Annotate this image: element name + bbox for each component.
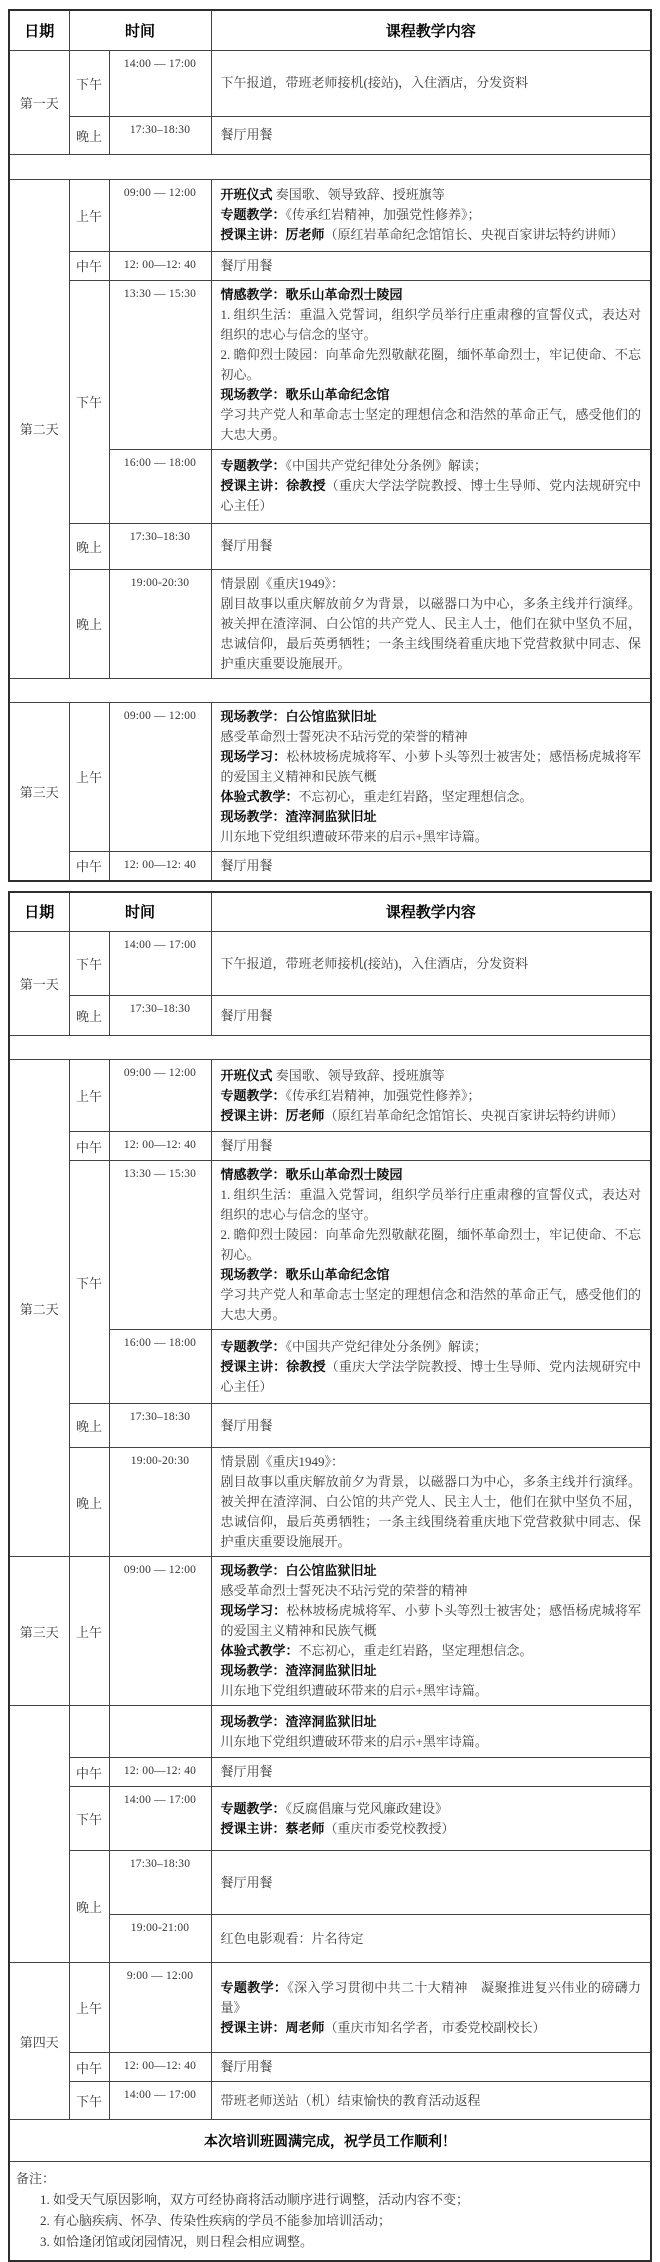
closing-banner: 本次培训班圆满完成，祝学员工作顺利！ xyxy=(9,2120,651,2162)
content-cell xyxy=(211,116,651,154)
text-run: 餐厅用餐 xyxy=(221,1138,273,1153)
day-cell: 第二天 xyxy=(9,179,69,678)
text-run: 餐厅用餐 xyxy=(221,538,273,553)
time-cell: 16:00 — 18:00 xyxy=(109,1330,211,1404)
content-line xyxy=(221,594,641,674)
text-run: 现场教学：白公馆监狱旧址 xyxy=(221,709,377,724)
text-run: 专题教学： xyxy=(221,1088,286,1103)
text-run: 现场教学：歌乐山革命纪念馆 xyxy=(221,387,390,402)
content-cell xyxy=(211,523,651,569)
text-run: 剧目故事以重庆解放前夕为背景，以磁器口为中心，多条主线并行演绎。被关押在渣滓洞、白公馆的共产党人、民主人士，他们在狱中坚负不屈，忠诚信仰，最后英勇牺牲；一条主线围绕着重庆地下党营救狱中同志、保护重庆重要设施展开。 xyxy=(221,596,641,671)
text-run: 餐厅用餐 xyxy=(221,127,273,142)
content-line xyxy=(221,574,641,594)
text-run: 《传承红岩精神，加强党性修养》； xyxy=(286,1088,481,1103)
content-line xyxy=(221,1416,641,1436)
text-run: 情景剧《重庆1949》： xyxy=(221,576,345,591)
content-line xyxy=(221,1799,641,1819)
content-line xyxy=(221,1086,641,1106)
content-line xyxy=(221,185,641,205)
day-cell: 第二天 xyxy=(9,1060,69,1557)
content-line xyxy=(221,2091,641,2111)
text-run: 专题教学： xyxy=(221,1980,288,1995)
slot-cell: 上午 xyxy=(69,702,109,851)
content-line xyxy=(221,536,641,556)
table-row xyxy=(9,1060,651,1132)
table-row xyxy=(9,1557,651,1706)
text-run: 松林坡杨虎城将军、小萝卜头等烈士被害处；感悟杨虎城将军的爱国主义精神和民族气概 xyxy=(221,1603,641,1638)
text-run: 2. 瞻仰烈士陵园：向革命先烈敬献花圈，缅怀革命烈士，牢记使命、不忘初心。 xyxy=(221,1227,641,1262)
day-cell: 第三天 xyxy=(9,1557,69,1706)
table-row xyxy=(9,996,651,1036)
time-cell: 14:00 — 17:00 xyxy=(109,1787,211,1851)
content-line xyxy=(221,1712,641,1732)
slot-cell: 上午 xyxy=(69,1963,109,2053)
text-run: 《深入学习贯彻中共二十大精神 凝聚推进复兴伟业的磅礴力量》 xyxy=(221,1980,641,2015)
slot-cell: 中午 xyxy=(69,251,109,280)
content-line xyxy=(221,1472,641,1552)
content-cell xyxy=(211,569,651,678)
day-cell: 第一天 xyxy=(9,50,69,154)
slot-cell: 下午 xyxy=(69,2082,109,2120)
slot-cell: 晚上 xyxy=(69,569,109,678)
slot-cell: 上午 xyxy=(69,179,109,251)
content-cell xyxy=(211,1330,651,1404)
content-cell xyxy=(211,1060,651,1132)
time-cell: 12: 00—12: 40 xyxy=(109,1758,211,1787)
text-run: 现场学习： xyxy=(221,1603,287,1618)
time-cell: 17:30–18:30 xyxy=(109,1851,211,1915)
content-cell xyxy=(211,1706,651,1758)
text-run: 川东地下党组织遭破环带来的启示+黑牢诗篇。 xyxy=(221,1683,488,1698)
day-cell xyxy=(9,1706,69,1963)
content-line xyxy=(221,1225,641,1265)
content-cell xyxy=(211,2053,651,2082)
table-row xyxy=(9,1404,651,1448)
text-run: 专题教学： xyxy=(221,1801,286,1816)
time-cell: 17:30–18:30 xyxy=(109,116,211,154)
text-run: 1. 组织生活：重温入党誓词，组织学员举行庄重肃穆的宣誓仪式，表达对组织的忠心与信念的坚守。 xyxy=(221,1187,641,1222)
content-line xyxy=(221,1561,641,1581)
content-line xyxy=(221,1661,641,1681)
content-line xyxy=(221,205,641,225)
note-item: 2. 有心脑疾病、怀孕、传染性疾病的学员不能参加培训活动； xyxy=(16,2210,640,2231)
text-run: 《中国共产党纪律处分条例》解读； xyxy=(286,458,488,473)
table-row xyxy=(9,1787,651,1851)
content-line xyxy=(221,1165,641,1185)
slot-cell: 晚上 xyxy=(69,523,109,569)
content-line xyxy=(221,1452,641,1472)
separator-row xyxy=(9,1036,651,1060)
slot-cell: 晚上 xyxy=(69,1851,109,1963)
slot-cell: 晚上 xyxy=(69,116,109,154)
content-line xyxy=(221,707,641,727)
content-cell xyxy=(211,280,651,449)
schedule-table-2-body xyxy=(9,892,651,2262)
content-line xyxy=(221,476,641,516)
time-cell: 12: 00—12: 40 xyxy=(109,251,211,280)
content-line xyxy=(221,305,641,345)
text-run: 下午报道，带班老师接机(接站)，入住酒店，分发资料 xyxy=(221,956,529,971)
text-run: 情感教学：歌乐山革命烈士陵园 xyxy=(221,287,403,302)
content-line xyxy=(221,856,641,876)
time-cell xyxy=(109,1706,211,1758)
text-run: 现场学习： xyxy=(221,749,287,764)
content-line xyxy=(221,1357,641,1397)
content-line xyxy=(221,1929,641,1949)
text-run: 松林坡杨虎城将军、小萝卜头等烈士被害处；感悟杨虎城将军的爱国主义精神和民族气概 xyxy=(221,749,641,784)
text-run: 餐厅用餐 xyxy=(221,1008,273,1023)
content-line xyxy=(221,285,641,305)
table-row xyxy=(9,280,651,449)
text-run: 剧目故事以重庆解放前夕为背景，以磁器口为中心，多条主线并行演绎。被关押在渣滓洞、白公馆的共产党人、民主人士，他们在狱中坚负不屈，忠诚信仰，最后英勇牺牲；一条主线围绕着重庆地下党营救狱中同志、保护重庆重要设施展开。 xyxy=(221,1474,641,1549)
day-cell: 第四天 xyxy=(9,1963,69,2120)
time-cell: 19:00-21:00 xyxy=(109,1915,211,1963)
column-header-content: 课程教学内容 xyxy=(211,892,651,932)
content-cell xyxy=(211,1787,651,1851)
table-row xyxy=(9,569,651,678)
schedule-table-2 xyxy=(8,891,652,2262)
content-cell xyxy=(211,251,651,280)
content-cell xyxy=(211,50,651,116)
time-cell: 17:30–18:30 xyxy=(109,1404,211,1448)
content-line xyxy=(221,727,641,747)
content-line xyxy=(221,1285,641,1325)
content-cell xyxy=(211,1963,651,2053)
content-line xyxy=(221,256,641,276)
text-run: 专题教学： xyxy=(221,207,286,222)
notes-label: 备注： xyxy=(16,2168,640,2189)
column-header-content: 课程教学内容 xyxy=(211,10,651,50)
content-cell xyxy=(211,179,651,251)
content-line xyxy=(221,1265,641,1285)
table-row xyxy=(9,116,651,154)
time-cell: 12: 00—12: 40 xyxy=(109,2053,211,2082)
text-run: 带班老师送站（机）结束愉快的教育活动返程 xyxy=(221,2093,481,2108)
header-row xyxy=(9,10,651,50)
text-run: 《传承红岩精神，加强党性修养》； xyxy=(286,207,481,222)
column-header-time: 时间 xyxy=(69,10,211,50)
time-cell: 19:00-20:30 xyxy=(109,569,211,678)
text-run: 餐厅用餐 xyxy=(221,1875,273,1890)
content-line xyxy=(221,1601,641,1641)
table-row xyxy=(9,851,651,881)
time-cell: 12: 00—12: 40 xyxy=(109,1132,211,1161)
text-run: 授课主讲：周老师 xyxy=(221,2020,325,2035)
slot-cell: 中午 xyxy=(69,2053,109,2082)
text-run: （原红岩革命纪念馆馆长、央视百家讲坛特约讲师） xyxy=(325,1108,624,1123)
note-item: 3. 如恰逢闭馆或闭园情况，则日程会相应调整。 xyxy=(16,2231,640,2252)
text-run: 授课主讲：蔡老师 xyxy=(221,1821,325,1836)
table-row xyxy=(9,702,651,851)
content-line xyxy=(221,1681,641,1701)
text-run: 餐厅用餐 xyxy=(221,2059,273,2074)
text-run: 授课主讲：徐教授 xyxy=(221,478,326,493)
content-line xyxy=(221,827,641,847)
slot-cell: 下午 xyxy=(69,1787,109,1851)
content-line xyxy=(221,345,641,385)
time-cell: 17:30–18:30 xyxy=(109,996,211,1036)
text-run: 感受革命烈士誓死决不玷污党的荣誉的精神 xyxy=(221,729,468,744)
schedule-table-1 xyxy=(8,9,652,882)
text-run: 现场教学：渣滓洞监狱旧址 xyxy=(221,1663,377,1678)
content-cell xyxy=(211,1404,651,1448)
text-run: 情景剧《重庆1949》： xyxy=(221,1454,345,1469)
separator-row xyxy=(9,154,651,179)
text-run: （原红岩革命纪念馆馆长、央视百家讲坛特约讲师） xyxy=(325,227,624,242)
table-row xyxy=(9,251,651,280)
content-line xyxy=(221,1641,641,1661)
time-cell: 09:00 — 12:00 xyxy=(109,1060,211,1132)
time-cell: 09:00 — 12:00 xyxy=(109,179,211,251)
text-run: 现场教学：渣滓洞监狱旧址 xyxy=(221,809,377,824)
text-run: 餐厅用餐 xyxy=(221,1418,273,1433)
slot-cell: 中午 xyxy=(69,1132,109,1161)
text-run: 专题教学： xyxy=(221,458,286,473)
content-cell xyxy=(211,1758,651,1787)
column-header-date: 日期 xyxy=(9,892,69,932)
text-run: 《中国共产党纪律处分条例》解读； xyxy=(286,1339,488,1354)
table-row xyxy=(9,1448,651,1557)
text-run: 学习共产党人和革命志士坚定的理想信念和浩然的革命正气，感受他们的大忠大勇。 xyxy=(221,1287,641,1322)
text-run: 下午报道，带班老师接机(接站)，入住酒店，分发资料 xyxy=(221,75,529,90)
content-line xyxy=(221,954,641,974)
text-run: 授课主讲：徐教授 xyxy=(221,1359,326,1374)
text-run: 川东地下党组织遭破环带来的启示+黑牢诗篇。 xyxy=(221,1734,488,1749)
text-run: 现场教学：白公馆监狱旧址 xyxy=(221,1563,377,1578)
content-line xyxy=(221,807,641,827)
text-run: 不忘初心，重走红岩路，坚定理想信念。 xyxy=(299,789,533,804)
text-run: 不忘初心，重走红岩路，坚定理想信念。 xyxy=(299,1643,533,1658)
content-line xyxy=(221,1066,641,1086)
table-row xyxy=(9,2053,651,2082)
slot-cell: 上午 xyxy=(69,1060,109,1132)
text-run: 奏国歌、领导致辞、授班旗等 xyxy=(276,187,445,202)
content-line xyxy=(221,1006,641,1026)
text-run: 餐厅用餐 xyxy=(221,258,273,273)
table-row xyxy=(9,523,651,569)
text-run: （重庆市委党校教授） xyxy=(325,1821,455,1836)
text-run: 授课主讲：厉老师 xyxy=(221,227,325,242)
content-cell xyxy=(211,1557,651,1706)
text-run: 《反腐倡廉与党风廉政建设》 xyxy=(286,1801,449,1816)
text-run: 1. 组织生活：重温入党誓词，组织学员举行庄重肃穆的宣誓仪式，表达对组织的忠心与信念的坚守。 xyxy=(221,307,641,342)
banner-row xyxy=(9,2120,651,2162)
content-line xyxy=(221,2018,641,2038)
table-row xyxy=(9,2082,651,2120)
slot-cell: 下午 xyxy=(69,1161,109,1404)
content-line xyxy=(221,1136,641,1156)
text-run: 现场教学：歌乐山革命纪念馆 xyxy=(221,1267,390,1282)
column-header-date: 日期 xyxy=(9,10,69,50)
time-cell: 13:30 — 15:30 xyxy=(109,1161,211,1330)
slot-cell: 晚上 xyxy=(69,1404,109,1448)
text-run: 体验式教学： xyxy=(221,1643,299,1658)
table-row xyxy=(9,179,651,251)
content-line xyxy=(221,405,641,445)
content-cell xyxy=(211,1161,651,1330)
content-cell xyxy=(211,1448,651,1557)
text-run: 川东地下党组织遭破环带来的启示+黑牢诗篇。 xyxy=(221,829,488,844)
table-row xyxy=(9,50,651,116)
content-line xyxy=(221,385,641,405)
time-cell: 16:00 — 18:00 xyxy=(109,449,211,523)
text-run: 2. 瞻仰烈士陵园：向革命先烈敬献花圈，缅怀革命烈士，牢记使命、不忘初心。 xyxy=(221,347,641,382)
time-cell: 14:00 — 17:00 xyxy=(109,50,211,116)
slot-cell: 下午 xyxy=(69,932,109,996)
content-line xyxy=(221,787,641,807)
content-line xyxy=(221,1185,641,1225)
time-cell: 13:30 — 15:30 xyxy=(109,280,211,449)
text-run: 情感教学：歌乐山革命烈士陵园 xyxy=(221,1167,403,1182)
content-line xyxy=(221,1337,641,1357)
separator-cell xyxy=(9,678,651,702)
text-run: 专题教学： xyxy=(221,1339,286,1354)
content-line xyxy=(221,1873,641,1893)
text-run: 开班仪式 xyxy=(221,187,276,202)
separator-row xyxy=(9,678,651,702)
header-row xyxy=(9,892,651,932)
table-row xyxy=(9,1758,651,1787)
text-run: （重庆大学法学院教授、博士生导师、党内法规研究中心主任） xyxy=(221,478,641,513)
content-line xyxy=(221,456,641,476)
text-run: （重庆市知名学者，市委党校副校长） xyxy=(325,2020,546,2035)
text-run: 体验式教学： xyxy=(221,789,299,804)
content-cell xyxy=(211,996,651,1036)
table-row xyxy=(9,1851,651,1915)
column-header-time: 时间 xyxy=(69,892,211,932)
time-cell: 19:00-20:30 xyxy=(109,1448,211,1557)
content-line xyxy=(221,1762,641,1782)
table-row xyxy=(9,1132,651,1161)
content-line xyxy=(221,1978,641,2018)
slot-cell: 下午 xyxy=(69,50,109,116)
content-line xyxy=(221,73,641,93)
note-item: 1. 如受天气原因影响，双方可经协商将活动顺序进行调整，活动内容不变； xyxy=(16,2189,640,2210)
time-cell: 09:00 — 12:00 xyxy=(109,1557,211,1706)
text-run: 学习共产党人和革命志士坚定的理想信念和浩然的革命正气，感受他们的大忠大勇。 xyxy=(221,407,641,442)
time-cell: 17:30–18:30 xyxy=(109,523,211,569)
time-cell: 12: 00—12: 40 xyxy=(109,851,211,881)
slot-cell: 晚上 xyxy=(69,1448,109,1557)
content-cell xyxy=(211,449,651,523)
content-line xyxy=(221,1819,641,1839)
content-cell xyxy=(211,702,651,851)
schedule-table-1-body xyxy=(9,10,651,881)
content-cell xyxy=(211,1851,651,1915)
text-run: 红色电影观看：片名待定 xyxy=(221,1931,364,1946)
content-line xyxy=(221,225,641,245)
slot-cell: 晚上 xyxy=(69,996,109,1036)
time-cell: 09:00 — 12:00 xyxy=(109,702,211,851)
separator-cell xyxy=(9,154,651,179)
content-cell xyxy=(211,932,651,996)
table-row xyxy=(9,1963,651,2053)
text-run: 开班仪式 xyxy=(221,1068,276,1083)
table-row xyxy=(9,932,651,996)
time-cell: 14:00 — 17:00 xyxy=(109,932,211,996)
content-line xyxy=(221,125,641,145)
text-run: 授课主讲：厉老师 xyxy=(221,1108,325,1123)
time-cell: 9:00 — 12:00 xyxy=(109,1963,211,2053)
content-cell xyxy=(211,2082,651,2120)
text-run: 奏国歌、领导致辞、授班旗等 xyxy=(276,1068,445,1083)
text-run: 餐厅用餐 xyxy=(221,1764,273,1779)
separator-cell xyxy=(9,1036,651,1060)
text-run: （重庆大学法学院教授、博士生导师、党内法规研究中心主任） xyxy=(221,1359,641,1394)
content-cell xyxy=(211,1132,651,1161)
text-run: 餐厅用餐 xyxy=(221,858,273,873)
notes-cell xyxy=(9,2162,651,2262)
content-line xyxy=(221,2057,641,2077)
content-line xyxy=(221,1732,641,1752)
time-cell: 14:00 — 17:00 xyxy=(109,2082,211,2120)
content-line xyxy=(221,1106,641,1126)
slot-cell xyxy=(69,1706,109,1758)
slot-cell: 上午 xyxy=(69,1557,109,1706)
content-line xyxy=(221,747,641,787)
slot-cell: 中午 xyxy=(69,851,109,881)
table-row xyxy=(9,1161,651,1330)
text-run: 感受革命烈士誓死决不玷污党的荣誉的精神 xyxy=(221,1583,468,1598)
day-cell: 第三天 xyxy=(9,702,69,881)
notes-row xyxy=(9,2162,651,2262)
slot-cell: 中午 xyxy=(69,1758,109,1787)
content-cell xyxy=(211,1915,651,1963)
slot-cell: 下午 xyxy=(69,280,109,523)
table-row xyxy=(9,1706,651,1758)
content-cell xyxy=(211,851,651,881)
day-cell: 第一天 xyxy=(9,932,69,1036)
text-run: 现场教学：渣滓洞监狱旧址 xyxy=(221,1714,377,1729)
content-line xyxy=(221,1581,641,1601)
